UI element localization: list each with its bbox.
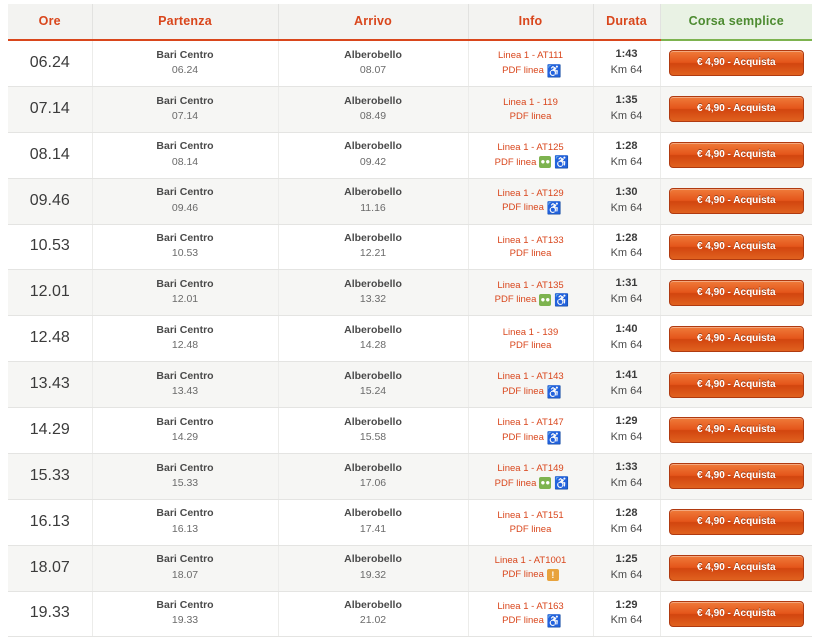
pdf-row bbox=[471, 615, 591, 627]
column-header-arrivo: Arrivo bbox=[278, 4, 468, 40]
buy-button[interactable]: € 4,90 - Acquista bbox=[669, 326, 805, 352]
cell-partenza bbox=[92, 545, 278, 591]
pdf-link[interactable]: PDF linea bbox=[502, 569, 544, 581]
cell-partenza bbox=[92, 40, 278, 86]
cell-corsa bbox=[660, 224, 812, 270]
cell-arrivo bbox=[278, 132, 468, 178]
cell-partenza bbox=[92, 132, 278, 178]
cell-corsa bbox=[660, 86, 812, 132]
warning-icon: ! bbox=[547, 569, 559, 581]
pdf-link[interactable]: PDF linea bbox=[494, 156, 537, 168]
cell-corsa bbox=[660, 499, 812, 545]
arrivo-station: Alberobello bbox=[344, 48, 402, 61]
table-row bbox=[8, 408, 812, 454]
duration-value: 1:33 bbox=[615, 460, 638, 473]
duration-value: 1:35 bbox=[615, 93, 638, 106]
table-row bbox=[8, 545, 812, 591]
buy-button[interactable]: € 4,90 - Acquista bbox=[669, 555, 805, 581]
pdf-link[interactable]: PDF linea bbox=[502, 202, 544, 214]
duration-value: 1:40 bbox=[615, 323, 638, 336]
cell-info bbox=[468, 178, 593, 224]
arrivo-time: 21.02 bbox=[359, 614, 387, 627]
pdf-link[interactable]: PDF linea bbox=[502, 385, 544, 397]
line-label[interactable]: Linea 1 - 119 bbox=[503, 97, 558, 109]
cell-durata bbox=[593, 270, 660, 316]
distance-value: Km 64 bbox=[610, 385, 643, 398]
table-row bbox=[8, 316, 812, 362]
line-label[interactable]: Linea 1 - AT149 bbox=[497, 463, 564, 475]
duration-value: 1:31 bbox=[615, 277, 638, 290]
bike-icon: ●● bbox=[540, 294, 551, 304]
cell-ore: 10.53 bbox=[8, 224, 92, 270]
line-label[interactable]: Linea 1 - AT111 bbox=[498, 50, 563, 62]
partenza-time: 08.14 bbox=[171, 155, 199, 168]
cell-corsa bbox=[660, 316, 812, 362]
arrivo-station: Alberobello bbox=[344, 232, 402, 245]
cell-durata bbox=[593, 132, 660, 178]
partenza-station: Bari Centro bbox=[156, 278, 214, 291]
wheelchair-icon: ♿ bbox=[546, 384, 562, 399]
cell-info bbox=[468, 453, 593, 499]
line-label[interactable]: Linea 1 - AT129 bbox=[497, 187, 564, 199]
cell-partenza bbox=[92, 408, 278, 454]
arrivo-station: Alberobello bbox=[344, 507, 402, 520]
buy-button[interactable]: € 4,90 - Acquista bbox=[669, 601, 805, 627]
partenza-station: Bari Centro bbox=[156, 232, 214, 245]
table-row bbox=[8, 40, 812, 86]
partenza-station: Bari Centro bbox=[156, 507, 214, 520]
cell-corsa bbox=[660, 40, 812, 86]
cell-ore: 08.14 bbox=[8, 132, 92, 178]
cell-ore: 09.46 bbox=[8, 178, 92, 224]
cell-durata bbox=[593, 545, 660, 591]
buy-button[interactable]: € 4,90 - Acquista bbox=[669, 509, 805, 535]
buy-button[interactable]: € 4,90 - Acquista bbox=[669, 234, 805, 260]
partenza-time: 14.29 bbox=[171, 430, 199, 443]
pdf-link[interactable]: PDF linea bbox=[494, 477, 537, 489]
distance-value: Km 64 bbox=[610, 476, 643, 489]
cell-arrivo bbox=[278, 453, 468, 499]
column-header-ore: Ore bbox=[8, 4, 92, 40]
cell-corsa bbox=[660, 408, 812, 454]
cell-info bbox=[468, 86, 593, 132]
line-label[interactable]: Linea 1 - AT143 bbox=[497, 371, 564, 383]
pdf-link[interactable]: PDF linea bbox=[502, 431, 544, 443]
pdf-row bbox=[471, 249, 591, 259]
arrivo-station: Alberobello bbox=[344, 94, 402, 107]
arrivo-time: 19.32 bbox=[359, 568, 387, 581]
distance-value: Km 64 bbox=[610, 339, 643, 352]
table-row bbox=[8, 132, 812, 178]
partenza-time: 15.33 bbox=[171, 476, 199, 489]
partenza-station: Bari Centro bbox=[156, 461, 214, 474]
pdf-link[interactable]: PDF linea bbox=[494, 294, 537, 306]
arrivo-time: 13.32 bbox=[359, 293, 387, 306]
table-row bbox=[8, 86, 812, 132]
cell-corsa bbox=[660, 545, 812, 591]
arrivo-time: 17.41 bbox=[359, 522, 387, 535]
cell-arrivo bbox=[278, 591, 468, 637]
partenza-station: Bari Centro bbox=[156, 48, 214, 61]
cell-info bbox=[468, 40, 593, 86]
table-row bbox=[8, 362, 812, 408]
bike-icon: ●● bbox=[540, 157, 551, 167]
duration-value: 1:28 bbox=[615, 506, 638, 519]
buy-button[interactable]: € 4,90 - Acquista bbox=[669, 142, 805, 168]
pdf-row bbox=[471, 386, 591, 398]
cell-partenza bbox=[92, 591, 278, 637]
partenza-time: 10.53 bbox=[171, 247, 199, 260]
distance-value: Km 64 bbox=[610, 201, 643, 214]
column-header-corsa-semplice: Corsa semplice bbox=[660, 4, 812, 40]
pdf-link[interactable]: PDF linea bbox=[509, 523, 552, 535]
cell-durata bbox=[593, 224, 660, 270]
cell-info bbox=[468, 408, 593, 454]
buy-button[interactable]: € 4,90 - Acquista bbox=[669, 96, 805, 122]
cell-corsa bbox=[660, 591, 812, 637]
cell-durata bbox=[593, 362, 660, 408]
column-header-durata: Durata bbox=[593, 4, 660, 40]
cell-info bbox=[468, 132, 593, 178]
arrivo-station: Alberobello bbox=[344, 415, 402, 428]
partenza-time: 12.48 bbox=[171, 339, 199, 352]
partenza-time: 13.43 bbox=[171, 385, 199, 398]
cell-ore: 06.24 bbox=[8, 40, 92, 86]
buy-button[interactable]: € 4,90 - Acquista bbox=[669, 372, 805, 398]
wheelchair-icon: ♿ bbox=[554, 155, 570, 170]
pdf-row bbox=[471, 525, 591, 535]
arrivo-station: Alberobello bbox=[344, 369, 402, 382]
wheelchair-icon: ♿ bbox=[554, 292, 570, 307]
cell-ore: 14.29 bbox=[8, 408, 92, 454]
line-label[interactable]: Linea 1 - AT135 bbox=[497, 279, 564, 291]
cell-arrivo bbox=[278, 270, 468, 316]
cell-arrivo bbox=[278, 86, 468, 132]
cell-info bbox=[468, 224, 593, 270]
duration-value: 1:43 bbox=[615, 48, 638, 60]
arrivo-time: 15.58 bbox=[359, 430, 387, 443]
buy-button[interactable]: € 4,90 - Acquista bbox=[669, 417, 805, 443]
cell-arrivo bbox=[278, 499, 468, 545]
distance-value: Km 64 bbox=[610, 430, 643, 443]
table-row bbox=[8, 270, 812, 316]
arrivo-time: 17.06 bbox=[359, 476, 387, 489]
cell-ore: 19.33 bbox=[8, 591, 92, 637]
journey-timetable bbox=[8, 4, 812, 637]
arrivo-station: Alberobello bbox=[344, 140, 402, 153]
line-label[interactable]: Linea 1 - AT1001 bbox=[494, 554, 567, 566]
pdf-row bbox=[471, 294, 591, 306]
cell-info bbox=[468, 362, 593, 408]
table-row bbox=[8, 591, 812, 637]
table-header bbox=[8, 4, 812, 40]
line-label[interactable]: Linea 1 - AT151 bbox=[497, 510, 564, 522]
cell-partenza bbox=[92, 270, 278, 316]
cell-ore: 16.13 bbox=[8, 499, 92, 545]
cell-arrivo bbox=[278, 40, 468, 86]
cell-partenza bbox=[92, 499, 278, 545]
cell-info bbox=[468, 591, 593, 637]
distance-value: Km 64 bbox=[610, 568, 643, 581]
arrivo-station: Alberobello bbox=[344, 278, 402, 291]
pdf-link[interactable]: PDF linea bbox=[502, 64, 544, 76]
arrivo-station: Alberobello bbox=[344, 186, 402, 199]
cell-durata bbox=[593, 316, 660, 362]
wheelchair-icon: ♿ bbox=[546, 201, 562, 216]
pdf-row bbox=[471, 202, 591, 214]
duration-value: 1:29 bbox=[615, 598, 638, 611]
pdf-row bbox=[471, 477, 591, 489]
cell-durata bbox=[593, 499, 660, 545]
cell-corsa bbox=[660, 362, 812, 408]
duration-value: 1:30 bbox=[615, 185, 638, 198]
arrivo-time: 12.21 bbox=[359, 247, 387, 260]
arrivo-time: 08.49 bbox=[359, 109, 387, 122]
distance-value: Km 64 bbox=[610, 293, 643, 306]
cell-ore: 18.07 bbox=[8, 545, 92, 591]
partenza-station: Bari Centro bbox=[156, 140, 214, 153]
cell-arrivo bbox=[278, 545, 468, 591]
table-row bbox=[8, 453, 812, 499]
partenza-time: 09.46 bbox=[171, 201, 199, 214]
line-label[interactable]: Linea 1 - AT125 bbox=[497, 142, 564, 154]
table-body bbox=[8, 40, 812, 637]
cell-ore: 12.01 bbox=[8, 270, 92, 316]
partenza-time: 16.13 bbox=[171, 522, 199, 535]
cell-durata bbox=[593, 178, 660, 224]
cell-arrivo bbox=[278, 224, 468, 270]
distance-value: Km 64 bbox=[610, 109, 643, 122]
arrivo-station: Alberobello bbox=[344, 599, 402, 612]
line-label[interactable]: Linea 1 - AT133 bbox=[497, 235, 564, 247]
cell-info bbox=[468, 499, 593, 545]
cell-corsa bbox=[660, 178, 812, 224]
line-label[interactable]: Linea 1 - AT163 bbox=[497, 600, 564, 612]
arrivo-time: 15.24 bbox=[359, 385, 387, 398]
partenza-station: Bari Centro bbox=[156, 323, 214, 336]
cell-partenza bbox=[92, 316, 278, 362]
buy-button[interactable]: € 4,90 - Acquista bbox=[669, 50, 805, 76]
table-row bbox=[8, 499, 812, 545]
partenza-station: Bari Centro bbox=[156, 369, 214, 382]
column-header-partenza: Partenza bbox=[92, 4, 278, 40]
duration-value: 1:29 bbox=[615, 415, 638, 427]
pdf-row bbox=[471, 156, 591, 168]
table-row bbox=[8, 178, 812, 224]
cell-durata bbox=[593, 40, 660, 86]
pdf-row bbox=[471, 432, 591, 444]
wheelchair-icon: ♿ bbox=[546, 63, 562, 78]
buy-button[interactable]: € 4,90 - Acquista bbox=[669, 280, 805, 306]
partenza-time: 19.33 bbox=[171, 614, 199, 627]
cell-info bbox=[468, 545, 593, 591]
cell-arrivo bbox=[278, 408, 468, 454]
wheelchair-icon: ♿ bbox=[546, 430, 562, 445]
column-header-info: Info bbox=[468, 4, 593, 40]
duration-value: 1:25 bbox=[615, 552, 638, 565]
buy-button[interactable]: € 4,90 - Acquista bbox=[669, 463, 805, 489]
bike-icon: ●● bbox=[540, 478, 551, 488]
arrivo-time: 08.07 bbox=[359, 63, 387, 76]
pdf-row bbox=[471, 65, 591, 77]
cell-info bbox=[468, 316, 593, 362]
arrivo-station: Alberobello bbox=[344, 553, 402, 566]
buy-button[interactable]: € 4,90 - Acquista bbox=[669, 188, 805, 214]
partenza-station: Bari Centro bbox=[156, 415, 214, 428]
wheelchair-icon: ♿ bbox=[546, 614, 562, 629]
cell-partenza bbox=[92, 178, 278, 224]
distance-value: Km 64 bbox=[610, 155, 643, 168]
partenza-time: 18.07 bbox=[171, 568, 199, 581]
cell-info bbox=[468, 270, 593, 316]
distance-value: Km 64 bbox=[610, 522, 643, 535]
partenza-station: Bari Centro bbox=[156, 599, 214, 612]
arrivo-time: 14.28 bbox=[359, 339, 387, 352]
cell-ore: 12.48 bbox=[8, 316, 92, 362]
duration-value: 1:28 bbox=[615, 231, 638, 244]
distance-value: Km 64 bbox=[610, 63, 643, 76]
cell-corsa bbox=[660, 270, 812, 316]
cell-durata bbox=[593, 453, 660, 499]
cell-durata bbox=[593, 86, 660, 132]
cell-ore: 13.43 bbox=[8, 362, 92, 408]
partenza-time: 07.14 bbox=[171, 109, 199, 122]
pdf-link[interactable]: PDF linea bbox=[509, 340, 552, 352]
cell-ore: 07.14 bbox=[8, 86, 92, 132]
pdf-link[interactable]: PDF linea bbox=[509, 110, 552, 122]
cell-arrivo bbox=[278, 362, 468, 408]
arrivo-station: Alberobello bbox=[344, 323, 402, 336]
pdf-link[interactable]: PDF linea bbox=[509, 248, 552, 260]
table-row bbox=[8, 224, 812, 270]
cell-partenza bbox=[92, 453, 278, 499]
partenza-station: Bari Centro bbox=[156, 553, 214, 566]
distance-value: Km 64 bbox=[610, 247, 643, 260]
table-header-row bbox=[8, 4, 812, 40]
pdf-link[interactable]: PDF linea bbox=[502, 615, 544, 627]
partenza-time: 12.01 bbox=[171, 293, 199, 306]
distance-value: Km 64 bbox=[610, 614, 643, 627]
arrivo-time: 11.16 bbox=[360, 201, 386, 214]
cell-corsa bbox=[660, 453, 812, 499]
line-label[interactable]: Linea 1 - 139 bbox=[502, 326, 559, 338]
pdf-row bbox=[471, 112, 591, 122]
arrivo-station: Alberobello bbox=[344, 461, 402, 474]
wheelchair-icon: ♿ bbox=[554, 476, 570, 491]
pdf-row bbox=[471, 569, 591, 581]
duration-value: 1:28 bbox=[615, 139, 638, 152]
cell-corsa bbox=[660, 132, 812, 178]
cell-durata bbox=[593, 408, 660, 454]
pdf-row bbox=[471, 341, 591, 351]
line-label[interactable]: Linea 1 - AT147 bbox=[497, 417, 564, 429]
partenza-time: 06.24 bbox=[171, 63, 199, 76]
cell-partenza bbox=[92, 86, 278, 132]
cell-partenza bbox=[92, 362, 278, 408]
cell-durata bbox=[593, 591, 660, 637]
duration-value: 1:41 bbox=[615, 369, 638, 382]
cell-partenza bbox=[92, 224, 278, 270]
partenza-station: Bari Centro bbox=[156, 94, 214, 107]
cell-ore: 15.33 bbox=[8, 453, 92, 499]
cell-arrivo bbox=[278, 316, 468, 362]
partenza-station: Bari Centro bbox=[156, 186, 214, 199]
arrivo-time: 09.42 bbox=[359, 155, 387, 168]
cell-arrivo bbox=[278, 178, 468, 224]
